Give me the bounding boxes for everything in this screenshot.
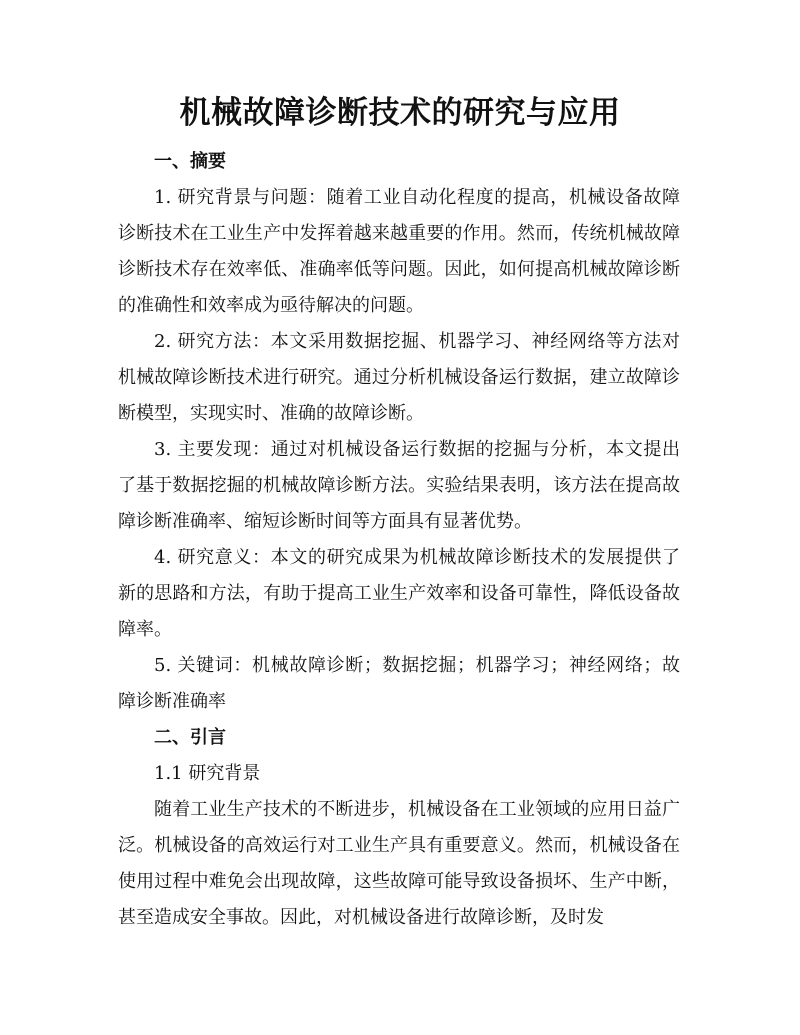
abstract-paragraph-1: 1. 研究背景与问题：随着工业自动化程度的提高，机械设备故障诊断技术在工业生产中发挥着越来越重要的作用。然而，传统机械故障诊断技术存在效率低、准确率低等问题。因此，如何提高机械故障诊断的准确性和效率成为亟待解决的问题。	[118, 187, 680, 316]
subsection-heading-background: 1.1 研究背景	[154, 763, 261, 784]
abstract-paragraph-4: 4. 研究意义：本文的研究成果为机械故障诊断技术的发展提供了新的思路和方法，有助于提高工业生产效率和设备可靠性，降低设备故障率。	[118, 547, 680, 640]
section-heading-introduction: 二、引言	[154, 727, 226, 748]
introduction-paragraph-1: 随着工业生产技术的不断进步，机械设备在工业领域的应用日益广泛。机械设备的高效运行对工业生产具有重要意义。然而，机械设备在使用过程中难免会出现故障，这些故障可能导致设备损坏、生产中断，甚至造成安全事故。因此，对机械设备进行故障诊断，及时发	[118, 799, 680, 928]
abstract-paragraph-3: 3. 主要发现：通过对机械设备运行数据的挖掘与分析，本文提出了基于数据挖掘的机械故障诊断方法。实验结果表明，该方法在提高故障诊断准确率、缩短诊断时间等方面具有显著优势。	[118, 439, 680, 532]
abstract-paragraph-5: 5. 关键词：机械故障诊断；数据挖掘；机器学习；神经网络；故障诊断准确率	[118, 655, 680, 712]
abstract-paragraph-2: 2. 研究方法：本文采用数据挖掘、机器学习、神经网络等方法对机械故障诊断技术进行研究。通过分析机械设备运行数据，建立故障诊断模型，实现实时、准确的故障诊断。	[118, 331, 680, 424]
document-title: 机械故障诊断技术的研究与应用	[179, 95, 621, 131]
document-body	[118, 144, 680, 936]
section-heading-abstract: 一、摘要	[154, 151, 226, 172]
